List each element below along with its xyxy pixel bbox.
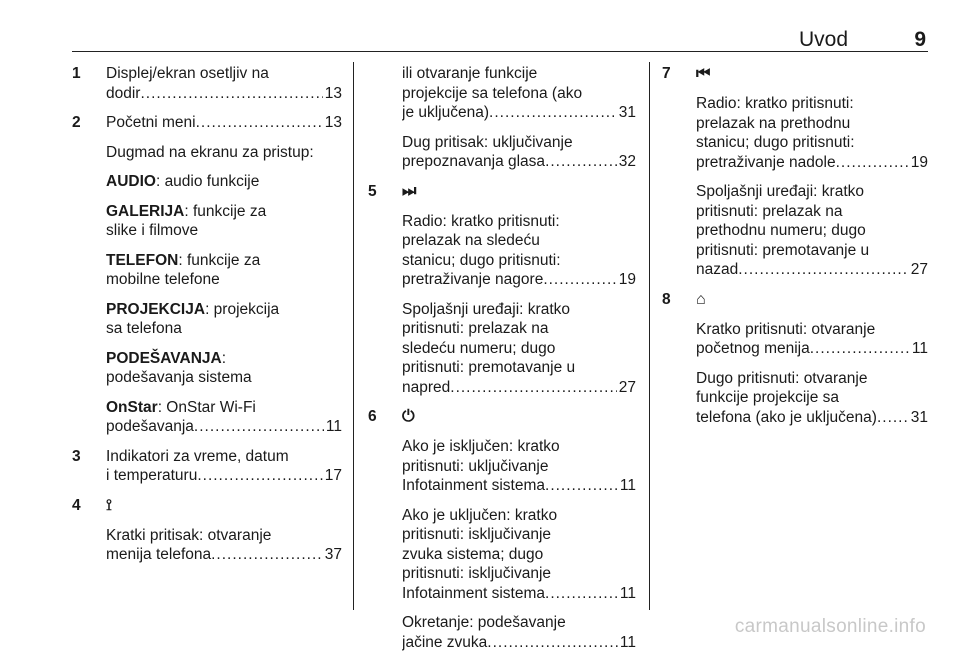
entry-number: 3 <box>72 447 81 465</box>
phone-icon: ⟟ <box>106 496 112 514</box>
entry-number: 8 <box>662 290 671 308</box>
onstar-item: OnStar: OnStar Wi-Fi podešavanja ..... 11 <box>106 398 342 437</box>
toc-line: Infotainment sistema ..... 11 <box>402 584 636 604</box>
entry-5: 5 ⏭ Radio: kratko pritisnuti: prelazak na sledeću stanicu; dugo pritisnuti: pretraživanje nagore ..... 19 Spoljašnji uređaji: kratko pritisnuti: prelazak na sledeću numeru; dugo pritisnuti: premotavanje u napred ..... 27 <box>368 182 636 398</box>
page-ref: 13 <box>324 84 342 102</box>
entry-1 <box>72 64 342 103</box>
entry-text: Displej/ekran osetljiv na <box>106 65 269 82</box>
page-ref: 11 <box>325 418 342 435</box>
entry-4: 4 ⟟ Kratki pritisak: otvaranje menija telefona ..... 37 <box>72 496 342 565</box>
entry-2 <box>72 113 342 437</box>
column-2 <box>368 64 636 662</box>
toc-line: početnog menija ..... 11 <box>696 339 928 359</box>
toc-line: i temperaturu ..... 17 <box>106 466 342 486</box>
page-ref: 31 <box>618 104 636 121</box>
entry-number: 4 <box>72 496 81 514</box>
entry-number: 5 <box>368 182 377 200</box>
page-ref: 27 <box>910 261 928 278</box>
toc-line: Infotainment sistema ..... 11 <box>402 476 636 496</box>
entry-number: 7 <box>662 65 671 82</box>
column-3 <box>662 64 928 437</box>
toc-line: podešavanja ..... 11 <box>106 417 342 437</box>
page-ref: 11 <box>619 584 636 602</box>
intro-text: Dugmad na ekranu za pristup: <box>106 143 314 161</box>
settings-item: PODEŠAVANJA: podešavanja sistema <box>106 349 252 386</box>
page-ref: 13 <box>324 114 342 131</box>
page-ref: 19 <box>910 153 928 171</box>
projection-item: PROJEKCIJA: projekcija sa telefona <box>106 300 280 337</box>
power-icon: ⏻ <box>402 408 415 425</box>
page-ref: 11 <box>619 477 636 494</box>
toc-line: telefona (ako je uključena) ..... 31 <box>696 408 928 428</box>
page-ref: 11 <box>911 340 928 357</box>
watermark: carmanualsonline.info <box>734 616 926 637</box>
toc-line: prepoznavanja glasa ..... 32 <box>402 152 636 172</box>
phone-item: TELEFON: funkcije za mobilne telefone <box>106 251 261 288</box>
entry-7: 7 ⏮ Radio: kratko pritisnuti: prelazak na prethodnu stanicu; dugo pritisnuti: pretraživanje nadole ..... 19 Spoljašnji uređaji: kratko pritisnuti: prelazak na prethodnu numeru; dugo pritisnuti: premotavanje u nazad ..... 27 <box>662 64 928 280</box>
home-icon: ⌂ <box>696 290 706 308</box>
page-ref: 11 <box>619 633 636 651</box>
audio-item: AUDIO: audio funkcije <box>106 173 260 190</box>
entry-number: 1 <box>72 65 81 82</box>
page-ref: 31 <box>910 408 928 426</box>
column-divider-2 <box>649 62 650 610</box>
page-header <box>72 28 928 50</box>
previous-track-icon: ⏮ <box>696 65 711 82</box>
gallery-item: GALERIJA: funkcije za slike i filmove <box>106 202 267 239</box>
page-ref: 27 <box>618 378 636 396</box>
toc-line: dodir ..... 13 <box>106 84 342 104</box>
toc-line: pretraživanje nagore ..... 19 <box>402 270 636 290</box>
toc-line: Početni meni ..... 13 <box>106 113 342 133</box>
page-number: 9 <box>914 28 926 51</box>
page-ref: 37 <box>324 546 342 563</box>
column-divider-1 <box>353 62 354 610</box>
column-1 <box>72 64 342 565</box>
entry-4-continued: ili otvaranje funkcije projekcije sa telefona (ako je uključena) ..... 31 Dug pritisak: uključivanje prepoznavanja glasa ..... 32 <box>368 64 636 172</box>
entry-3: 3 Indikatori za vreme, datum i temperaturu ..... 17 <box>72 447 342 486</box>
header-divider <box>72 51 928 52</box>
toc-line: napred ..... 27 <box>402 378 636 398</box>
entry-number: 6 <box>368 408 377 425</box>
page-ref: 19 <box>618 271 636 288</box>
page-ref: 17 <box>324 467 342 484</box>
toc-line: nazad ..... 27 <box>696 260 928 280</box>
entry-6: 6 ⏻ Ako je isključen: kratko pritisnuti: uključivanje Infotainment sistema ..... 11 Ako je uključen: kratko pritisnuti: isključivanje zvuka sistema; dugo pritisnuti: isključivanje Infotainment sistema ..... 11 Okretanje: podešavanje jačine zvuka ..... 11 <box>368 407 636 652</box>
entry-8: 8 ⌂ Kratko pritisnuti: otvaranje početnog menija ..... 11 Dugo pritisnuti: otvaranje funkcije projekcije sa telefona (ako je uključena) ..... 31 <box>662 290 928 428</box>
toc-line: menija telefona ..... 37 <box>106 545 342 565</box>
page-ref: 32 <box>618 153 636 170</box>
toc-line: pretraživanje nadole ..... 19 <box>696 153 928 173</box>
entry-number: 2 <box>72 114 81 131</box>
section-title: Uvod <box>798 28 848 51</box>
next-track-icon: ⏭ <box>402 182 417 200</box>
toc-line: je uključena) ..... 31 <box>402 103 636 123</box>
toc-line: jačine zvuka ..... 11 <box>402 633 636 653</box>
